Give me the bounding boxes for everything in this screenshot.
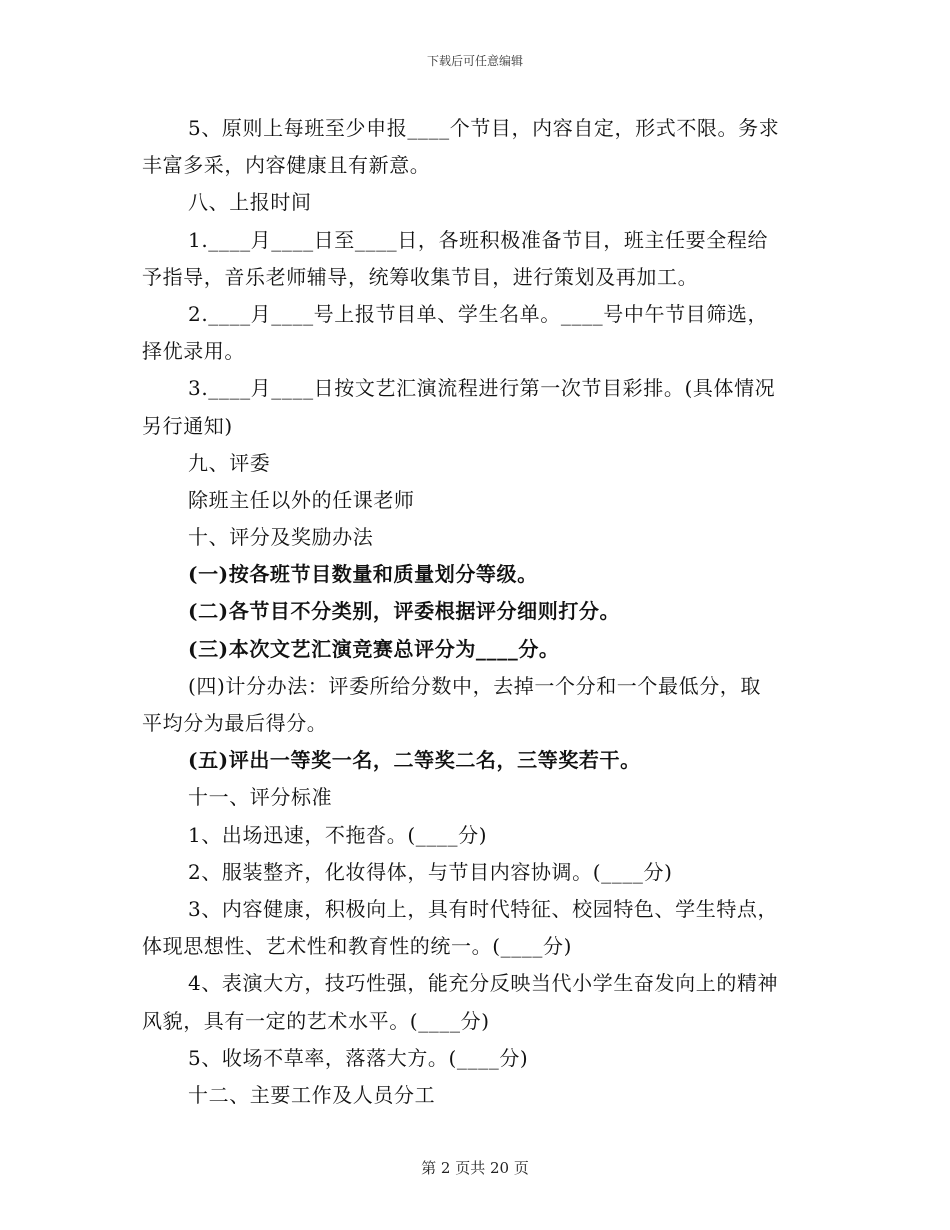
text-line: (五)评出一等奖一名，二等奖二名，三等奖若干。 <box>188 748 641 773</box>
text-line: 十一、评分标准 <box>188 785 333 810</box>
text-line: 十、评分及奖励办法 <box>188 525 374 550</box>
text-line: 九、评委 <box>188 450 271 475</box>
page-footer: 第 2 页共 20 页 <box>421 1159 529 1177</box>
text-line: 1、出场迅速，不拖沓。(____分) <box>188 822 488 847</box>
text-line: 风貌，具有一定的艺术水平。(____分) <box>142 1008 490 1033</box>
text-line: 十二、主要工作及人员分工 <box>188 1082 436 1107</box>
text-line: 5、原则上每班至少申报____个节目，内容自定，形式不限。务求 <box>188 116 780 140</box>
text-line: 2、服装整齐，化妆得体，与节目内容协调。(____分) <box>188 859 673 884</box>
text-line: 5、收场不草率，落落大方。(____分) <box>188 1045 529 1070</box>
text-line: 另行通知) <box>142 413 233 438</box>
text-line: 平均分为最后得分。 <box>142 711 328 735</box>
text-line: 4、表演大方，技巧性强，能充分反映当代小学生奋发向上的精神 <box>188 971 779 996</box>
text-line: 3.____月____日按文艺汇演流程进行第一次节目彩排。(具体情况 <box>188 376 776 401</box>
text-line: 体现思想性、艺术性和教育性的统一。(____分) <box>142 934 573 959</box>
text-line: (四)计分办法：评委所给分数中，去掉一个分和一个最低分，取 <box>188 673 762 698</box>
text-line: 予指导，音乐老师辅导，统筹收集节目，进行策划及再加工。 <box>142 264 699 289</box>
text-line: (二)各节目不分类别，评委根据评分细则打分。 <box>188 599 621 624</box>
text-line: 2.____月____号上报节目单、学生名单。____号中午节目筛选， <box>188 301 769 326</box>
text-line: 除班主任以外的任课老师 <box>188 487 415 512</box>
text-line: 1.____月____日至____日，各班积极准备节目，班主任要全程给 <box>188 227 769 252</box>
text-line: (三)本次文艺汇演竞赛总评分为____分。 <box>188 636 560 661</box>
text-line: (一)按各班节目数量和质量划分等级。 <box>188 562 538 587</box>
text-line: 3、内容健康，积极向上，具有时代特征、校园特色、学生特点， <box>188 896 779 921</box>
document-body <box>142 110 814 1114</box>
text-line: 择优录用。 <box>142 339 245 364</box>
page-header: 下载后可任意编辑 <box>426 54 523 68</box>
text-line: 八、上报时间 <box>188 190 312 215</box>
text-line: 丰富多采，内容健康且有新意。 <box>142 153 431 178</box>
